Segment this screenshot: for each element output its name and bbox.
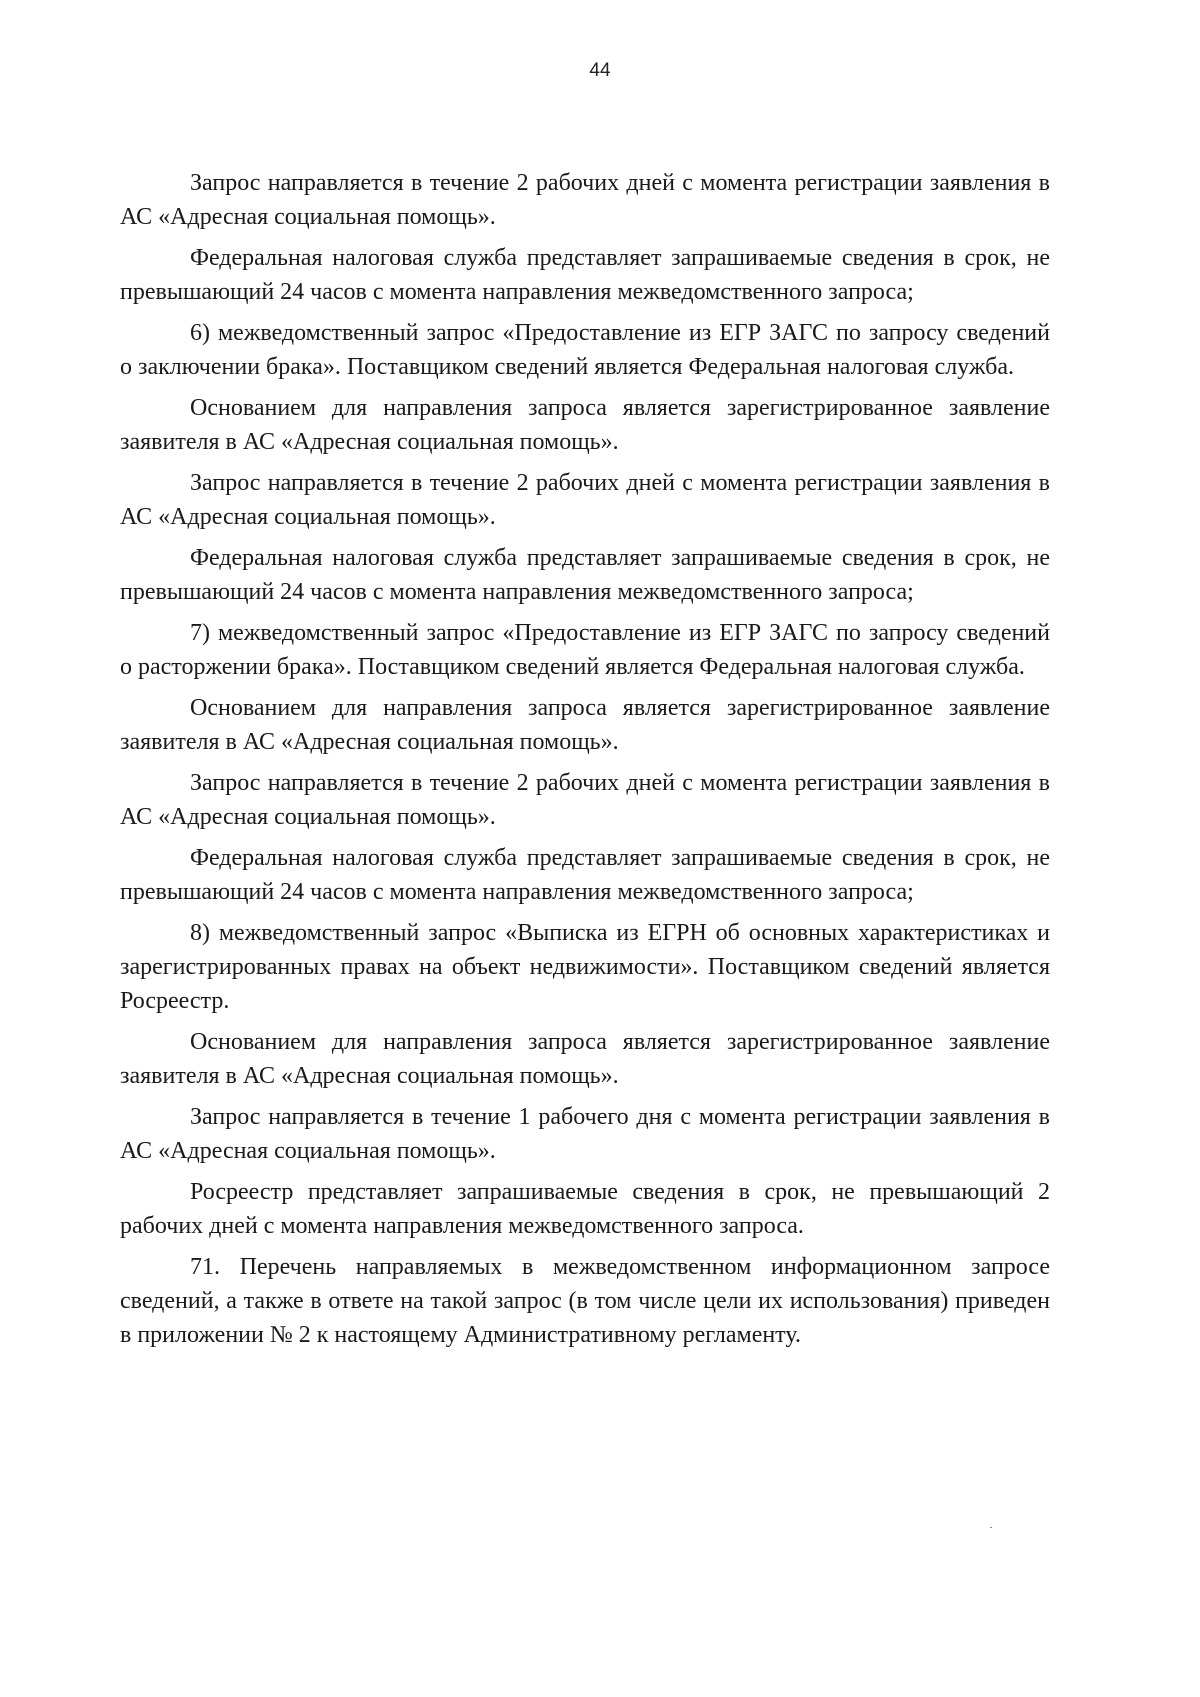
paragraph-1: Запрос направляется в течение 2 рабочих дней с момента регистрации заявления в АС «Адресная социальная помощь». — [120, 170, 1050, 230]
paragraph-8: Основанием для направления запроса является зарегистрированное заявление заявителя в АС «Адресная социальная помощь». — [120, 695, 1050, 755]
paragraph-15: 71. Перечень направляемых в межведомственном информационном запросе сведений, а также в ответе на такой запрос (в том числе цели их использования) приведен в приложении № 2 к настоящему Административному регламенту. — [120, 1254, 1050, 1348]
paragraph-7: 7) межведомственный запрос «Предоставление из ЕГР ЗАГС по запросу сведений о расторжении брака». Поставщиком сведений является Федеральная налоговая служба. — [120, 620, 1050, 680]
paragraph-14: Росреестр представляет запрашиваемые сведения в срок, не превышающий 2 рабочих дней с момента направления межведомственного запроса. — [120, 1179, 1050, 1239]
document-body — [120, 166, 1050, 1359]
paragraph-13: Запрос направляется в течение 1 рабочего дня с момента регистрации заявления в АС «Адресная социальная помощь». — [120, 1104, 1050, 1164]
page-number: 44 — [589, 60, 611, 81]
scan-speck — [990, 1527, 992, 1528]
paragraph-4: Основанием для направления запроса является зарегистрированное заявление заявителя в АС «Адресная социальная помощь». — [120, 395, 1050, 455]
paragraph-11: 8) межведомственный запрос «Выписка из ЕГРН об основных характеристиках и зарегистрированных правах на объект недвижимости». Поставщиком сведений является Росреестр. — [120, 920, 1050, 1014]
paragraph-9: Запрос направляется в течение 2 рабочих дней с момента регистрации заявления в АС «Адресная социальная помощь». — [120, 770, 1050, 830]
paragraph-6: Федеральная налоговая служба представляет запрашиваемые сведения в срок, не превышающий 24 часов с момента направления межведомственного запроса; — [120, 545, 1050, 605]
paragraph-2: Федеральная налоговая служба представляет запрашиваемые сведения в срок, не превышающий 24 часов с момента направления межведомственного запроса; — [120, 245, 1050, 305]
paragraph-5: Запрос направляется в течение 2 рабочих дней с момента регистрации заявления в АС «Адресная социальная помощь». — [120, 470, 1050, 530]
paragraph-10: Федеральная налоговая служба представляет запрашиваемые сведения в срок, не превышающий 24 часов с момента направления межведомственного запроса; — [120, 845, 1050, 905]
paragraph-3: 6) межведомственный запрос «Предоставление из ЕГР ЗАГС по запросу сведений о заключении брака». Поставщиком сведений является Федеральная налоговая служба. — [120, 320, 1050, 380]
paragraph-12: Основанием для направления запроса является зарегистрированное заявление заявителя в АС «Адресная социальная помощь». — [120, 1029, 1050, 1089]
